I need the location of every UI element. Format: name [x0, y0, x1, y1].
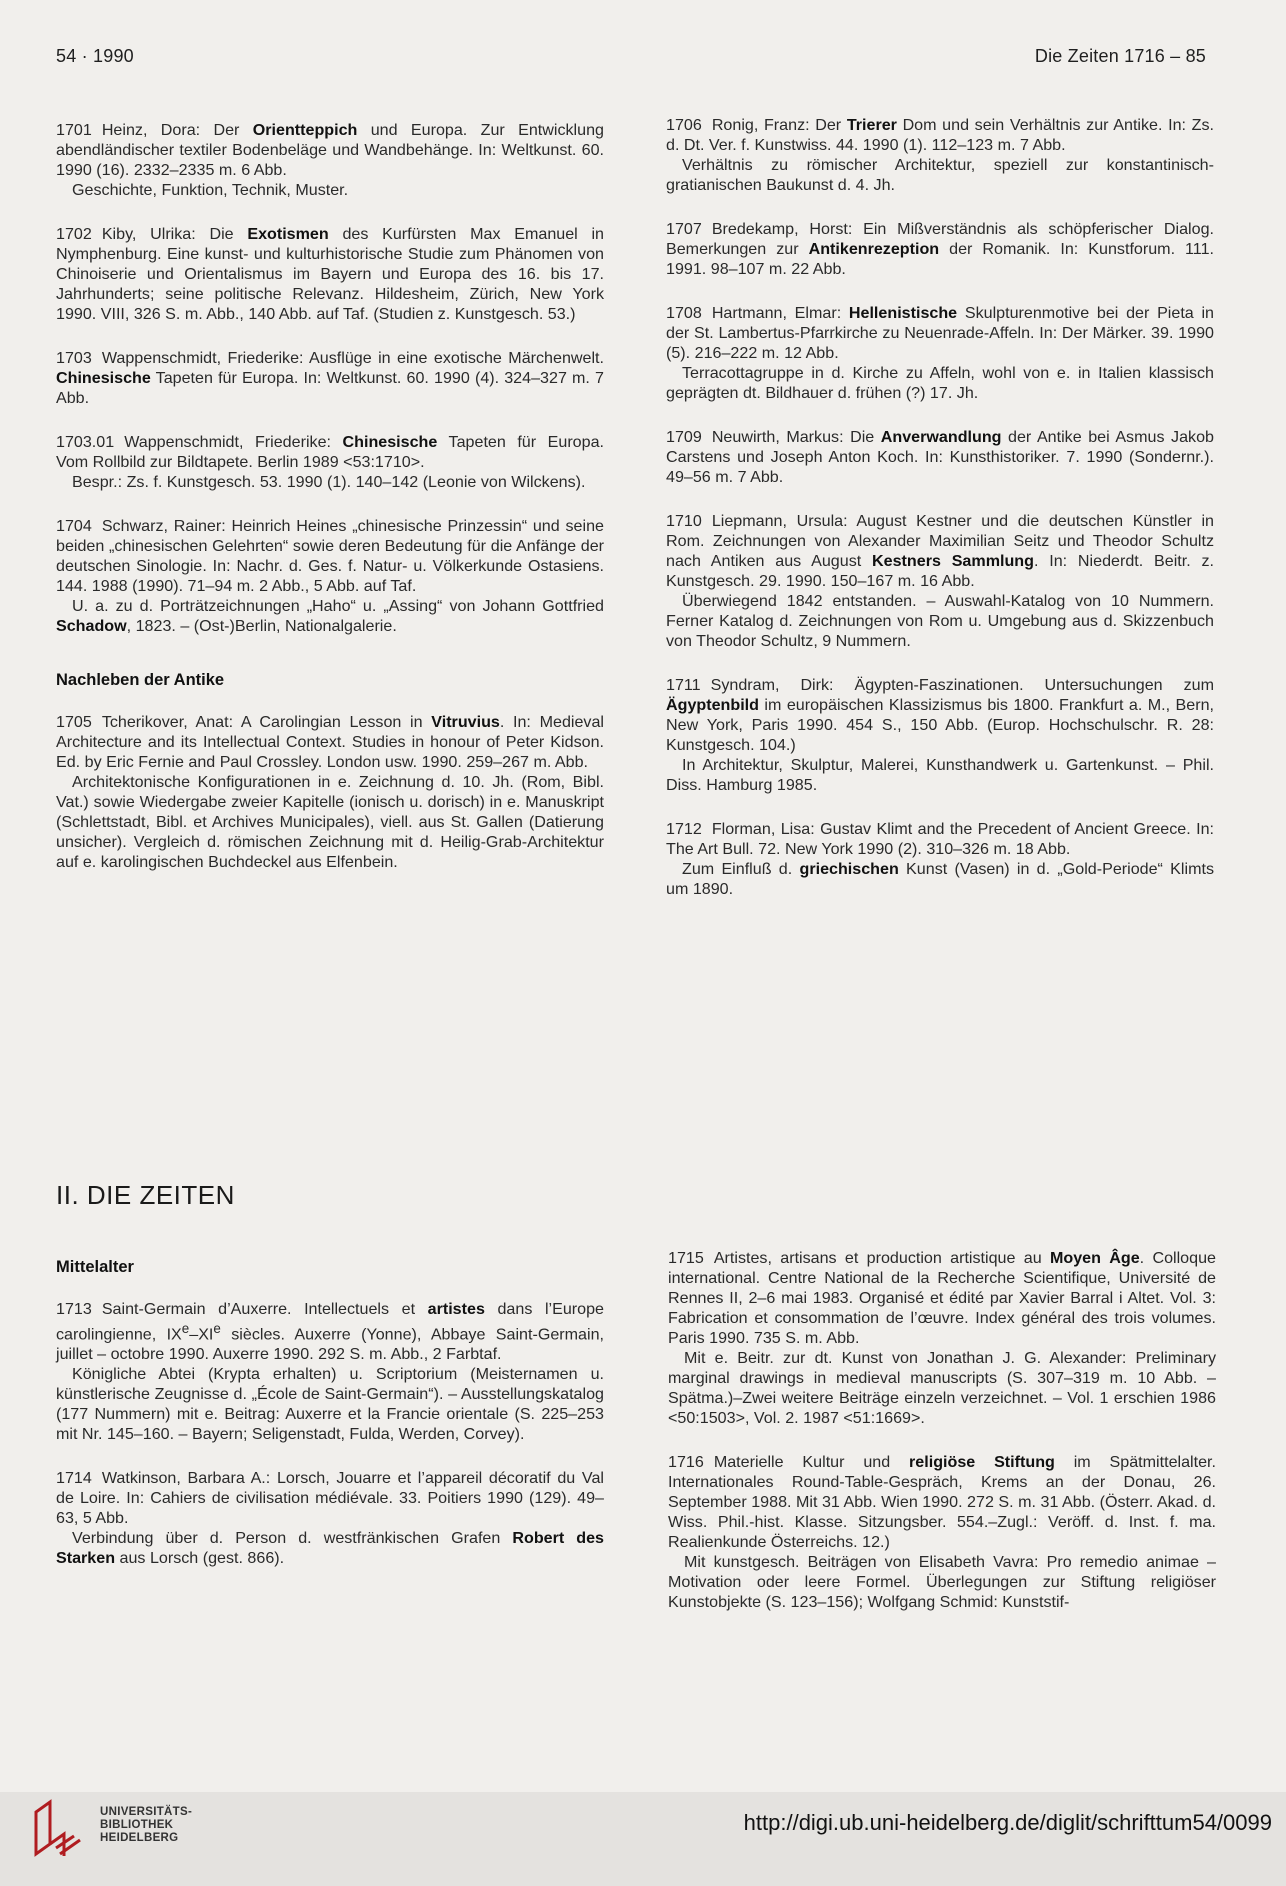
- keyword: Antikenrezeption: [808, 240, 940, 258]
- entry-number: 1711: [666, 676, 701, 694]
- entry-number: 1707: [666, 220, 702, 238]
- entry-citation: 1702 Kiby, Ulrika: Die Exotismen des Kurfürsten Max Emanuel in Nymphenburg. Eine kunst- und kulturhistorische Studie zum Phänomen von Chinoiserie und Orientalismus im Bayern und Europa des 16. bis 17. Jahrhunderts; seine politische Relevanz. Hildesheim, Zürich, New York 1990. VIII, 326 S. m. Abb., 140 Abb. auf Taf. (Studien z. Kunstgesch. 53.): [56, 225, 604, 323]
- entry-note: Verbindung über d. Person d. westfränkischen Grafen Robert des Starken aus Lorsch (gest. 866).: [56, 1529, 605, 1568]
- entry-citation: 1710 Liepmann, Ursula: August Kestner und die deutschen Künstler in Rom. Zeichnungen von Alexander Maximilian Seitz und Theodor Schultz nach Antiken aus August Kestners Sammlung. In: Niederdt. Beitr. z. Kunstgesch. 29. 1990. 150–167 m. 16 Abb.: [666, 512, 1214, 590]
- entry-citation: 1703 Wappenschmidt, Friederike: Ausflüge in eine exotische Märchenwelt. Chinesische Tapeten für Europa. In: Weltkunst. 60. 1990 (4). 324–327 m. 7 Abb.: [56, 349, 604, 407]
- library-logo[interactable]: [30, 1798, 330, 1868]
- entry-citation: 1705 Tcherikover, Anat: A Carolingian Lesson in Vitruvius. In: Medieval Architecture and its Intellectual Context. Studies in honour of Peter Kidson. Ed. by Eric Fernie and Paul Crossley. London usw. 1990. 259–267 m. Abb.: [56, 713, 604, 771]
- keyword: Robert des Starken: [56, 1529, 605, 1568]
- entry-1712: [666, 819, 1214, 899]
- keyword: religiöse Stiftung: [909, 1453, 1055, 1471]
- entry-number: 1703: [56, 349, 92, 367]
- entry-1702: [56, 224, 604, 324]
- keyword: Exotismen: [247, 225, 329, 243]
- entry-note: Mit kunstgesch. Beiträgen von Elisabeth Vavra: Pro remedio animae – Motivation oder leere Formel. Überlegungen zur Stiftung religiöser Kunstobjekte (S. 123–156); Wolfgang Schmid: Kunststif-: [668, 1553, 1216, 1611]
- entry-note: Architektonische Konfigurationen in e. Zeichnung d. 10. Jh. (Rom, Bibl. Vat.) sowie Wiedergabe zweier Kapitelle (ionisch u. dorisch) in e. Manuskript (Schlettstadt, Bibl. et Archives Municipales), viell. aus St. Gallen (Datierung unsicher). Vergleich d. römischen Zeichnung mit d. Heilig-Grab-Architektur auf e. karolingischen Buchdeckel aus Elfenbein.: [56, 773, 604, 871]
- keyword: artistes: [427, 1300, 485, 1318]
- entry-citation: 1716 Materielle Kultur und religiöse Stiftung im Spätmittelalter. Internationales Round-Table-Gespräch, Krems an der Donau, 26. September 1988. Mit 31 Abb. Wien 1990. 272 S. m. 31 Abb. (Österr. Akad. d. Wiss. Phil.-hist. Klasse. Sitzungsber. 554.–Zugl.: Veröff. d. Inst. f. ma. Realienkunde Österreichs. 12.): [668, 1453, 1216, 1551]
- entry-number: 1713: [56, 1300, 92, 1318]
- keyword: Anverwandlung: [880, 428, 1002, 446]
- entry-number: 1715: [668, 1249, 704, 1267]
- entry-note: Bespr.: Zs. f. Kunstgesch. 53. 1990 (1). 140–142 (Leonie von Wilckens).: [72, 473, 586, 491]
- entry-number: 1714: [56, 1469, 92, 1488]
- section-title: II. DIE ZEITEN: [56, 1180, 235, 1210]
- page-header-left: 54 · 1990: [56, 46, 134, 66]
- entry-note: Terracottagruppe in d. Kirche zu Affeln, wohl von e. in Italien klassisch geprägten dt. Bildhauer d. frühen (?) 17. Jh.: [666, 364, 1214, 402]
- keyword: Ägyptenbild: [666, 696, 759, 714]
- entry-number: 1705: [56, 713, 92, 731]
- entry-1710: [666, 511, 1214, 651]
- keyword: Kestners Sammlung: [872, 552, 1034, 570]
- entry-citation: 1714 Watkinson, Barbara A.: Lorsch, Jouarre et l’appareil décoratif du Val de Loire. In: Cahiers de civilisation médiévale. 33. Poitiers 1990 (129). 49–63, 5 Abb.: [56, 1469, 604, 1528]
- left-column: [56, 120, 604, 896]
- entry-citation: 1715 Artistes, artisans et production artistique au Moyen Âge. Colloque international. Centre National de la Recherche Scientifique, Université de Rennes II, 2–6 mai 1983. Organisé et édité par Xavier Barral i Altet. Vol. 3: Fabrication et consommation de l’œuvre. Index général des trois volumes. Paris 1990. 735 S. m. Abb.: [668, 1249, 1216, 1347]
- keyword: Chinesische: [56, 369, 151, 387]
- keyword: Chinesische: [342, 433, 438, 451]
- left-column-lower: [56, 1257, 604, 1592]
- keyword: Hellenistische: [848, 304, 958, 322]
- entry-citation: 1712 Florman, Lisa: Gustav Klimt and the Precedent of Ancient Greece. In: The Art Bull. 72. New York 1990 (2). 310–326 m. 18 Abb.: [666, 820, 1214, 858]
- subheading-nachleben-der-antike: Nachleben der Antike: [56, 671, 225, 689]
- entry-note: Verhältnis zu römischer Architektur, speziell zur konstantinisch-gratianischen Baukunst d. 4. Jh.: [666, 156, 1214, 194]
- entry-1701: [56, 120, 604, 200]
- entry-citation: 1709 Neuwirth, Markus: Die Anverwandlung der Antike bei Asmus Jakob Carstens und Joseph Anton Koch. In: Kunsthistoriker. 7. 1990 (Sondernr.). 49–56 m. 7 Abb.: [666, 428, 1214, 486]
- keyword: Trierer: [846, 116, 897, 134]
- right-column: [666, 115, 1214, 923]
- entry-1708: [666, 303, 1214, 403]
- entry-citation: 1704 Schwarz, Rainer: Heinrich Heines „chinesische Prinzessin“ und seine beiden „chinesischen Gelehrten“ sowie deren Bedeutung für die Anfänge der deutschen Sinologie. In: Nachr. d. Ges. f. Natur- u. Völkerkunde Ostasiens. 144. 1988 (1990). 71–94 m. 2 Abb., 5 Abb. auf Taf.: [56, 517, 604, 595]
- entry-1703: [56, 348, 604, 408]
- source-url-link[interactable]: http://digi.ub.uni-heidelberg.de/diglit/schrifttum54/0099: [743, 1810, 1272, 1835]
- entry-1714: [56, 1468, 604, 1568]
- entry-number: 1710: [666, 512, 702, 530]
- entry-citation: 1706 Ronig, Franz: Der Trierer Dom und sein Verhältnis zur Antike. In: Zs. d. Dt. Ver. f. Kunstwiss. 44. 1990 (1). 112–123 m. 7 Abb.: [666, 116, 1214, 154]
- entry-1707: [666, 219, 1214, 279]
- subheading-mittelalter: Mittelalter: [56, 1258, 134, 1276]
- entry-citation: 1708 Hartmann, Elmar: Hellenistische Skulpturenmotive bei der Pieta in der St. Lambertus-Pfarrkirche zu Neuenrade-Affeln. In: Der Märker. 39. 1990 (5). 216–222 m. 12 Abb.: [666, 304, 1214, 362]
- keyword: Schadow: [56, 617, 127, 635]
- entry-number: 1708: [666, 304, 702, 322]
- entry-note: Geschichte, Funktion, Technik, Muster.: [72, 181, 349, 199]
- entry-number: 1716: [668, 1453, 704, 1471]
- entry-1706: [666, 115, 1214, 195]
- entry-number: 1706: [666, 116, 702, 134]
- entry-note: U. a. zu d. Porträtzeichnungen „Haho“ u. „Assing“ von Johann Gottfried Schadow, 1823. – (Ost-)Berlin, Nationalgalerie.: [56, 597, 604, 635]
- right-column-lower: [668, 1248, 1216, 1636]
- entry-number: 1701: [56, 121, 92, 139]
- entry-1716: [668, 1452, 1216, 1612]
- keyword: Orientteppich: [252, 121, 358, 139]
- entry-citation: 1703.01 Wappenschmidt, Friederike: Chinesische Tapeten für Europa. Vom Rollbild zur Bildtapete. Berlin 1989 <53:1710>.: [56, 433, 605, 471]
- entry-note: Königliche Abtei (Krypta erhalten) u. Scriptorium (Meisternamen u. künstlerische Zeugnisse d. „École de Saint-Germain“). – Ausstellungskatalog (177 Nummern) mit e. Beitrag: Auxerre et la Francie orientale (S. 225–253 mit Nr. 145–160. – Bayern; Seligenstadt, Fulda, Werden, Corvey).: [56, 1365, 604, 1444]
- entry-note: In Architektur, Skulptur, Malerei, Kunsthandwerk u. Gartenkunst. – Phil. Diss. Hamburg 1985.: [666, 756, 1214, 794]
- entry-1711: [666, 675, 1214, 795]
- library-name: UNIVERSITÄTS- BIBLIOTHEK HEIDELBERG: [100, 1806, 193, 1844]
- entry-note: Überwiegend 1842 entstanden. – Auswahl-Katalog von 10 Nummern. Ferner Katalog d. Zeichnungen von Rom u. Umgebung aus d. Skizzenbuch von Theodor Schultz, 9 Nummern.: [666, 592, 1214, 650]
- entry-citation: 1711 Syndram, Dirk: Ägypten-Faszinationen. Untersuchungen zum Ägyptenbild im europäischen Klassizismus bis 1800. Frankfurt a. M., Bern, New York, Paris 1990. 454 S., 150 Abb. (Europ. Hochschulschr. R. 28: Kunstgesch. 104.): [666, 676, 1214, 754]
- entry-citation: 1707 Bredekamp, Horst: Ein Mißverständnis als schöpferischer Dialog. Bemerkungen zur Antikenrezeption der Romanik. In: Kunstforum. 111. 1991. 98–107 m. 22 Abb.: [666, 220, 1214, 278]
- entry-1705: [56, 712, 604, 872]
- keyword: griechischen: [799, 860, 899, 878]
- entry-number: 1704: [56, 517, 92, 535]
- entry-1703-01: [56, 432, 604, 492]
- entry-citation: 1701 Heinz, Dora: Der Orientteppich und Europa. Zur Entwicklung abendländischer textiler Bodenbeläge und Wandbehänge. In: Weltkunst. 60. 1990 (16). 2332–2335 m. 6 Abb.: [56, 121, 604, 179]
- entry-1713: [56, 1299, 604, 1444]
- page-header-right: Die Zeiten 1716 – 85: [1034, 46, 1206, 66]
- keyword: Moyen Âge: [1049, 1249, 1140, 1267]
- keyword: Vitruvius: [431, 713, 500, 731]
- library-logo-icon: [30, 1798, 90, 1860]
- entry-note: Mit e. Beitr. zur dt. Kunst von Jonathan J. G. Alexander: Preliminary marginal drawings in medieval manuscripts (S. 307–319 m. 10 Abb. – Spätma.)–Zwei weitere Beiträge einzeln verzeichnet. – Vol. 1 erschien 1986 <50:1503>, Vol. 2. 1987 <51:1669>.: [668, 1349, 1216, 1427]
- entry-1704: [56, 516, 604, 636]
- entry-number: 1702: [56, 225, 92, 243]
- entry-number: 1712: [666, 820, 702, 838]
- entry-note: Zum Einfluß d. griechischen Kunst (Vasen) in d. „Gold-Periode“ Klimts um 1890.: [666, 860, 1214, 898]
- entry-number: 1703.01: [56, 433, 115, 451]
- entry-citation: 1713 Saint-Germain d’Auxerre. Intellectuels et artistes dans l’Europe carolingienne, IXe–XIe siècles. Auxerre (Yonne), Abbaye Saint-Germain, juillet – octobre 1990. Auxerre 1990. 292 S. m. Abb., 2 Farbtaf.: [56, 1300, 605, 1364]
- entry-1715: [668, 1248, 1216, 1428]
- entry-1709: [666, 427, 1214, 487]
- entry-number: 1709: [666, 428, 702, 446]
